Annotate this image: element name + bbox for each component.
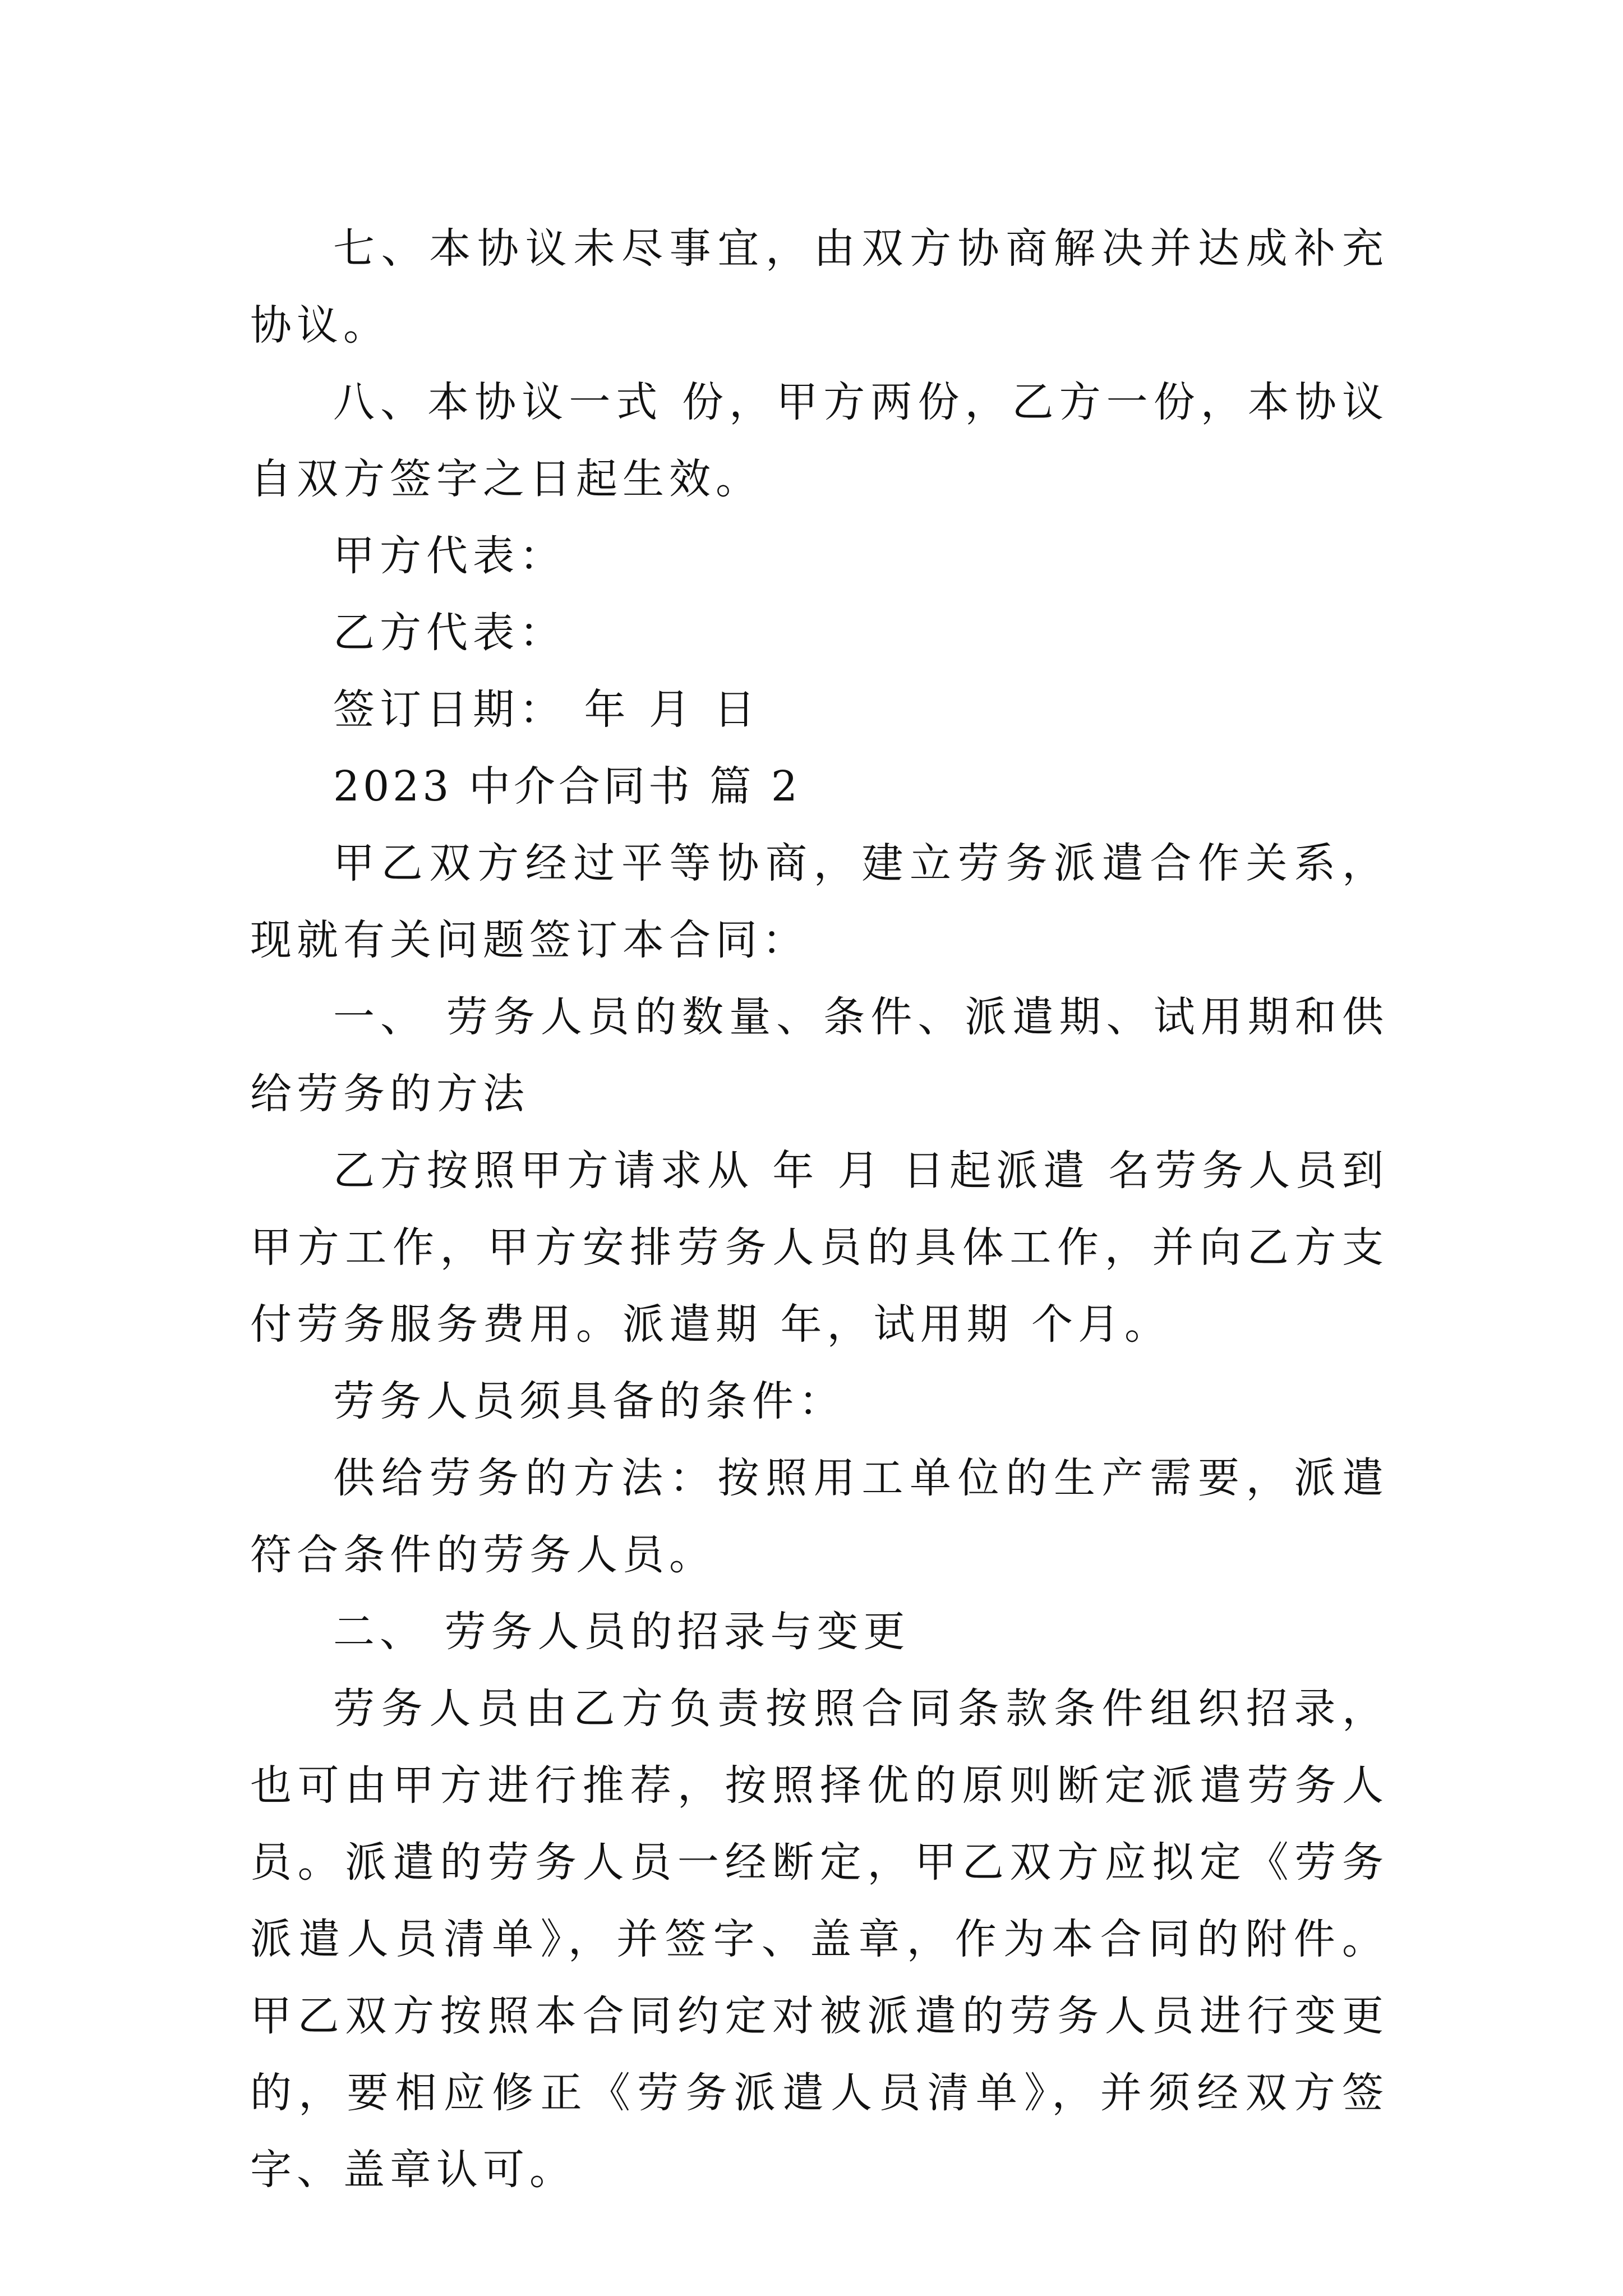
party-b-representative: 乙方代表： [333, 609, 566, 657]
document-body [250, 210, 1389, 2208]
clause-seven: 七、本协议未尽事宜，由双方协商解决并达成补充协议。 [250, 224, 1389, 349]
dispatch-paragraph: 乙方按照甲方请求从 年 月 日起派遣 名劳务人员到甲方工作，甲方安排劳务人员的具体工作，并向乙方支付劳务服务费用。派遣期 年，试用期 个月。 [250, 1147, 1389, 1349]
requirements-paragraph: 劳务人员须具备的条件： [333, 1377, 845, 1425]
clause-eight: 八、本协议一式 份，甲方两份，乙方一份，本协议自双方签字之日起生效。 [250, 378, 1389, 503]
recruitment-paragraph: 劳务人员由乙方负责按照合同条款条件组织招录，也可由甲方进行推荐，按照择优的原则断定派遣劳务人员。派遣的劳务人员一经断定，甲乙双方应拟定《劳务派遣人员清单》，并签字、盖章，作为本合同的附件。甲乙双方按照本合同约定对被派遣的劳务人员进行变更的，要相应修正《劳务派遣人员清单》，并须经双方签字、盖章认可。 [250, 1685, 1389, 2194]
section-one-heading: 一、 劳务人员的数量、条件、派遣期、试用期和供给劳务的方法 [250, 993, 1389, 1118]
section-title: 2023 中介合同书 篇 2 [333, 762, 801, 811]
intro-paragraph: 甲乙双方经过平等协商，建立劳务派遣合作关系，现就有关问题签订本合同： [250, 839, 1389, 964]
section-two-heading: 二、 劳务人员的招录与变更 [333, 1608, 910, 1656]
party-a-representative: 甲方代表： [333, 532, 566, 580]
signing-date: 签订日期： 年 月 日 [333, 685, 760, 734]
supply-method-paragraph: 供给劳务的方法：按照用工单位的生产需要，派遣符合条件的劳务人员。 [250, 1454, 1389, 1579]
